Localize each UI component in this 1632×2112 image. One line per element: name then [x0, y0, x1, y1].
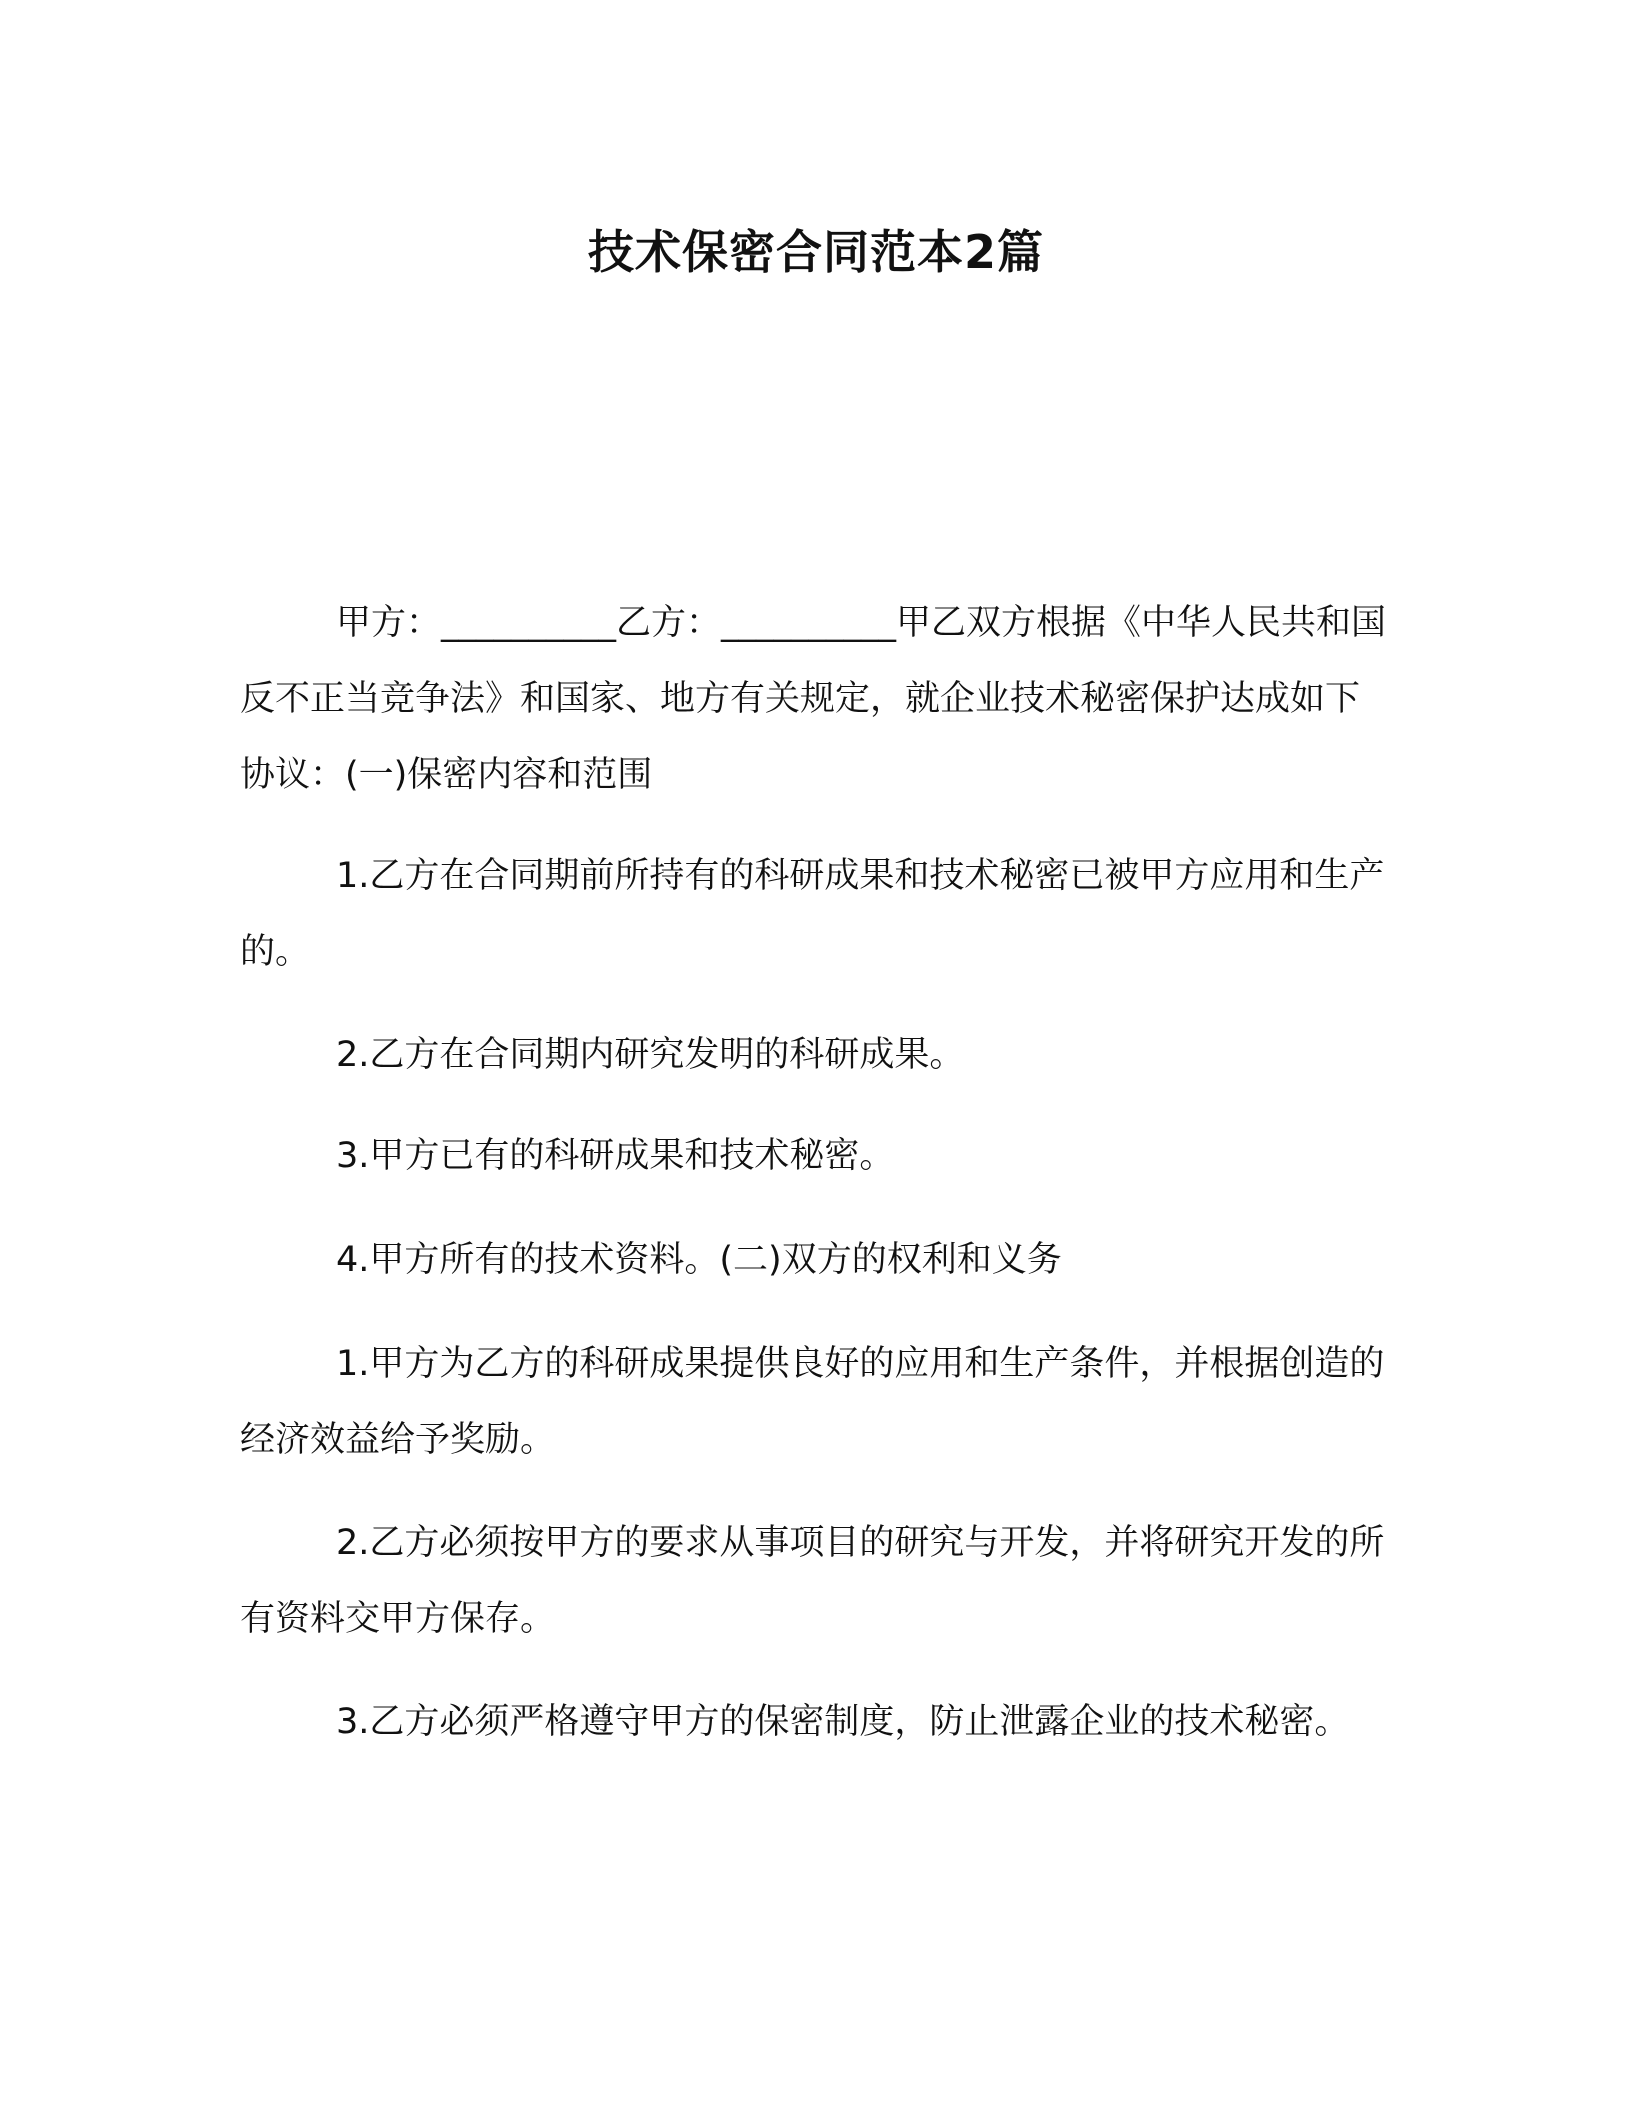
- paragraph-rights-item-1: 1.甲方为乙方的科研成果提供良好的应用和生产条件，并根据创造的经济效益给予奖励。: [240, 1344, 1385, 1460]
- paragraph-scope-item-3: 3.甲方已有的科研成果和技术秘密。: [336, 1136, 895, 1176]
- paragraph-rights-item-2: 2.乙方必须按甲方的要求从事项目的研究与开发，并将研究开发的所有资料交甲方保存。: [240, 1523, 1385, 1639]
- paragraph-scope-item-4: 4.甲方所有的技术资料。(二)双方的权利和义务: [336, 1240, 1062, 1280]
- paragraph-scope-item-2: 2.乙方在合同期内研究发明的科研成果。: [336, 1035, 965, 1075]
- paragraph-rights-item-3: 3.乙方必须严格遵守甲方的保密制度，防止泄露企业的技术秘密。: [336, 1702, 1350, 1742]
- document-title: 技术保密合同范本2篇: [587, 225, 1044, 279]
- paragraph-parties-intro: 甲方：__________乙方：__________甲乙双方根据《中华人民共和国反不正当竞争法》和国家、地方有关规定，就企业技术秘密保护达成如下协议：(一)保密内容和范围: [240, 603, 1387, 795]
- paragraph-scope-item-1: 1.乙方在合同期前所持有的科研成果和技术秘密已被甲方应用和生产的。: [240, 856, 1385, 972]
